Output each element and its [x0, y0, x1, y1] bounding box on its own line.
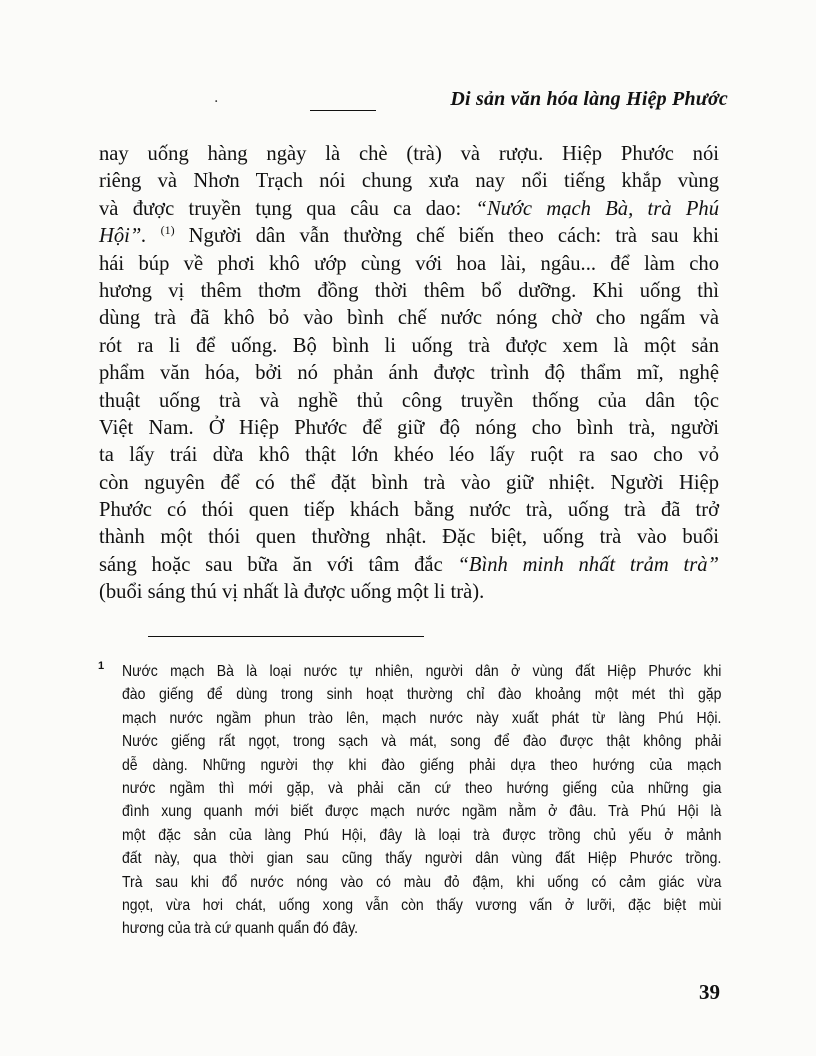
body-line: [99, 223, 719, 250]
body-line: hương vị thêm thơm đồng thời thêm bổ dưỡng. Khi uống thì: [99, 279, 719, 302]
body-line: thuật uống trà và nghề thủ công truyền thống của dân tộc: [99, 389, 719, 412]
body-line: thành một thói quen thường nhật. Đặc biệt, uống trà vào buổi: [99, 526, 719, 549]
running-header: [210, 88, 728, 118]
main-paragraph: [99, 141, 719, 607]
footnote-line: Trà sau khi đổ nước nóng vào có màu đỏ đậm, khi uống có cảm giác vừa: [122, 873, 722, 891]
footnote-separator: [148, 636, 424, 637]
header-rule: [310, 110, 376, 111]
body-line: [99, 552, 719, 579]
body-line: ta lấy trái dừa khô thật lớn khéo léo lấy ruột ra sao cho vỏ: [99, 444, 719, 467]
footnote-line: dễ dàng. Những người thợ khi đào giếng phải dựa theo hướng của mạch: [122, 756, 722, 774]
body-line: [99, 196, 719, 223]
body-line: còn nguyên để có thể đặt bình trà vào giữ nhiệt. Người Hiệp: [99, 471, 719, 494]
footnote-line: đào giếng để dùng trong sinh hoạt thường chỉ đào khoảng một mét thì gặp: [122, 686, 722, 704]
footnote-line: đình xung quanh mới biết được mạch nước ngầm nằm ở đâu. Trà Phú Hội là: [122, 803, 722, 821]
footnote-line: Nước mạch Bà là loại nước tự nhiên, người dân ở vùng đất Hiệp Phước khi: [122, 663, 722, 680]
body-line: Việt Nam. Ở Hiệp Phước để giữ độ nóng cho bình trà, người: [99, 416, 719, 439]
footnote-reference[interactable]: (1): [160, 223, 175, 238]
body-line: rót ra li để uống. Bộ bình li uống trà được xem là một sản: [99, 334, 719, 357]
body-text-plain: sáng hoặc sau bữa ăn với tâm đắc: [99, 553, 458, 576]
body-text-italic: “Bình minh nhất trảm trà”: [457, 553, 719, 576]
footnote-line: đất này, qua thời gian sau cũng thấy người dân vùng đất Hiệp Phước trồng.: [122, 850, 722, 868]
footnote-line: một đặc sản của làng Phú Hội, đây là loại trà được trồng chủ yếu ở mảnh: [122, 826, 722, 844]
header-title: Di sản văn hóa làng Hiệp Phước: [450, 88, 728, 110]
body-line: dùng trà đã khô bỏ vào bình chế nước nóng chờ cho ngấm và: [99, 307, 719, 330]
body-line: phẩm văn hóa, bởi nó phản ánh được trình độ thẩm mĩ, nghệ: [99, 362, 719, 385]
body-text-italic: “Nước mạch Bà, trà Phú: [475, 197, 720, 220]
footnote-line: mạch nước ngầm phun trào lên, mạch nước này xuất phát từ làng Phú Hội.: [122, 709, 722, 727]
body-line: riêng và Nhơn Trạch nói chung xưa nay nổi tiếng khắp vùng: [99, 170, 719, 193]
body-line: hái búp về phơi khô ướp cùng với hoa lài, ngâu... để làm cho: [99, 252, 719, 275]
footnote-line: hương của trà cứ quanh quẩn đó đây.: [122, 920, 359, 938]
footnote-line: Nước giếng rất ngọt, trong sạch và mát, song để đào được thật không phải: [122, 733, 722, 751]
body-text-italic: Hội”.: [99, 225, 147, 248]
footnote-line: nước ngầm thì mới gặp, và phải căn cứ theo hướng giếng của những gia: [122, 779, 722, 797]
header-dot: ·: [214, 94, 219, 110]
page-number: 39: [699, 980, 720, 1004]
body-text-plain: Người dân vẫn thường chế biến theo cách: trà sau khi: [174, 225, 720, 248]
footnote-mark: 1: [98, 660, 105, 672]
footnote-line: ngọt, vừa hơi chát, uống xong vẫn còn thấy vương vấn ở lưỡi, đặc biệt mùi: [122, 896, 722, 914]
footnote-body: [122, 660, 722, 941]
body-text-plain: và được truyền tụng qua câu ca dao:: [99, 197, 476, 220]
body-line: (buổi sáng thú vị nhất là được uống một li trà).: [99, 581, 485, 604]
body-line: nay uống hàng ngày là chè (trà) và rượu. Hiệp Phước nói: [99, 143, 719, 165]
body-line: Phước có thói quen tiếp khách bằng nước trà, uống trà đã trở: [99, 499, 719, 522]
